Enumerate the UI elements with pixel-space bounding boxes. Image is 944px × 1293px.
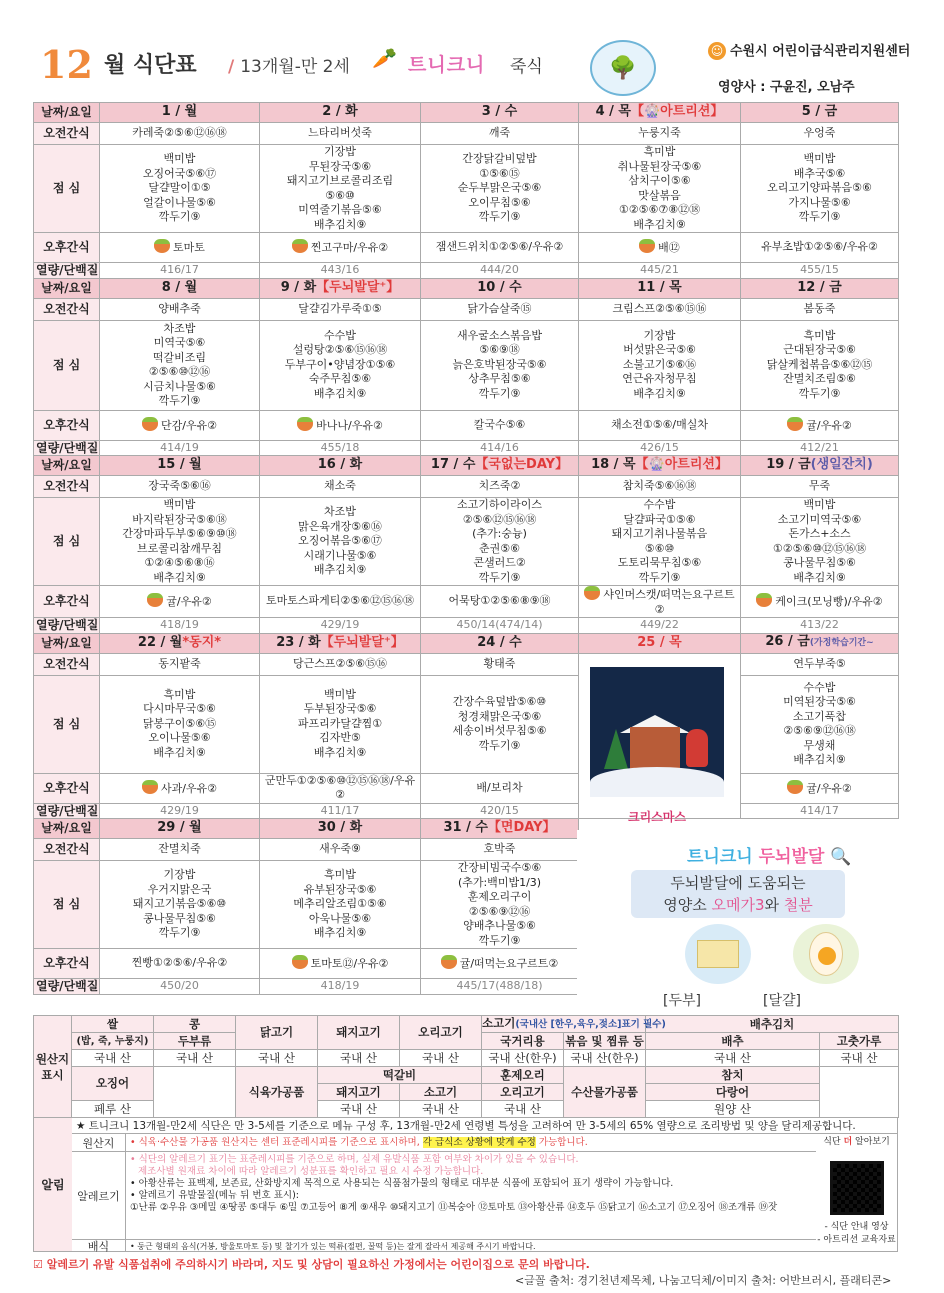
age-range: / 13개월-만 2세 <box>228 57 350 77</box>
day-header: 18 / 목【🎡아트리션】 <box>579 456 741 476</box>
row-label: 오전간식 <box>34 123 100 145</box>
egg-label: [달걀] <box>763 993 801 1009</box>
energy-protein: 444/20 <box>421 263 579 279</box>
lunch-menu: 백미밥 오징어국⑤⑥⑰ 달걀말이①⑤ 얼갈이나물⑤⑥ 깍두기⑨ <box>100 145 260 233</box>
energy-protein: 414/16 <box>421 440 579 456</box>
lunch-menu: 흑미밥 다시마무국⑤⑥ 닭봉구이⑤⑥⑮ 오이나물⑤⑥ 배추김치⑨ <box>100 675 260 773</box>
afternoon-snack: 샤인머스캣/떠먹는요구르트② <box>579 586 741 618</box>
holiday-label: 크리스마스 <box>628 810 686 824</box>
afternoon-snack: 배⑫ <box>579 233 741 263</box>
lunch-menu: 기장밥 무된장국⑤⑥ 돼지고기브로콜리조림 ⑤⑥⑩ 미역줄기볶음⑤⑥ 배추김치⑨ <box>260 145 421 233</box>
qr-code-icon <box>830 1161 884 1215</box>
fruit-basket-icon <box>292 239 308 253</box>
afternoon-snack: 어묵탕①②⑤⑥⑧⑨⑱ <box>421 586 579 618</box>
row-label: 점 심 <box>34 675 100 773</box>
afternoon-snack: 귤/떠먹는요구르트② <box>421 949 579 979</box>
row-label: 점 심 <box>34 498 100 586</box>
morning-snack: 우엉죽 <box>741 123 899 145</box>
row-label: 열량/단백질 <box>34 803 100 819</box>
morning-snack: 호박죽 <box>421 839 579 861</box>
afternoon-snack: 귤/우유② <box>100 586 260 618</box>
lunch-menu: 간장수육덮밥⑤⑥⑩ 청경채맑은국⑤⑥ 세송이버섯무침⑤⑥ 깍두기⑨ <box>421 675 579 773</box>
morning-snack: 채소죽 <box>260 476 421 498</box>
energy-protein: 418/19 <box>260 979 421 995</box>
row-label: 오전간식 <box>34 653 100 675</box>
morning-snack: 새우죽⑨ <box>260 839 421 861</box>
row-label: 날짜/요일 <box>34 633 100 653</box>
day-header: 15 / 월 <box>100 456 260 476</box>
lunch-menu: 수수밥 미역된장국⑤⑥ 소고기푹찹 ②⑤⑥⑨⑫⑯⑱ 무생채 배추김치⑨ <box>741 675 899 773</box>
energy-protein: 411/17 <box>260 803 421 819</box>
qr-code[interactable]: 식단 더 알아보기 - 식단 안내 영상 - 아트리션 교육자료 <box>817 1137 896 1245</box>
day-header: 30 / 화 <box>260 819 421 839</box>
day-header: 29 / 월 <box>100 819 260 839</box>
energy-protein: 449/22 <box>579 618 741 634</box>
lunch-menu: 기장밥 우거지맑은국 돼지고기볶음⑤⑥⑩ 콩나물무침⑤⑥ 깍두기⑨ <box>100 861 260 949</box>
morning-snack: 참치죽⑤⑥⑯⑱ <box>579 476 741 498</box>
energy-protein: 445/21 <box>579 263 741 279</box>
day-header: 12 / 금 <box>741 278 899 298</box>
fruit-basket-icon <box>292 955 308 969</box>
lunch-menu: 간장닭갈비덮밥 ①⑤⑥⑮ 순두부맑은국⑤⑥ 오이무침⑤⑥ 깍두기⑨ <box>421 145 579 233</box>
santa-icon <box>686 729 708 767</box>
row-label: 점 심 <box>34 145 100 233</box>
lunch-menu: 기장밥 버섯맑은국⑤⑥ 소불고기⑤⑥⑯ 연근유자청무침 배추김치⑨ <box>579 320 741 410</box>
tree-logo-icon: 🌳 <box>590 40 656 96</box>
fruit-basket-icon <box>756 593 772 607</box>
afternoon-snack: 귤/우유② <box>741 773 899 803</box>
egg-icon <box>793 924 859 984</box>
lunch-menu: 흑미밥 근대된장국⑤⑥ 닭살케첩볶음⑤⑥⑫⑮ 잔멸치조림⑤⑥ 깍두기⑨ <box>741 320 899 410</box>
morning-snack: 잔멸치죽 <box>100 839 260 861</box>
lunch-menu: 백미밥 두부된장국⑤⑥ 파프리카달걀찜① 김자반⑤ 배추김치⑨ <box>260 675 421 773</box>
tofu-label: [두부] <box>663 993 701 1009</box>
row-label: 오전간식 <box>34 839 100 861</box>
afternoon-snack: 바나나/우유② <box>260 410 421 440</box>
row-label: 열량/단백질 <box>34 979 100 995</box>
row-label: 오후간식 <box>34 586 100 618</box>
morning-snack: 크림스프②⑤⑥⑮⑯ <box>579 298 741 320</box>
lunch-menu: 백미밥 소고기미역국⑤⑥ 돈가스+소스 ①②⑤⑥⑩⑫⑮⑯⑱ 콩나물무침⑤⑥ 배추김치⑨ <box>741 498 899 586</box>
morning-snack: 황태죽 <box>421 653 579 675</box>
morning-snack: 연두부죽⑤ <box>741 653 899 675</box>
footer-credit: <글꼴 출처: 경기천년제목체, 나눔고딕체/이미지 출처: 어반브러시, 플래티콘> <box>515 1274 892 1287</box>
row-label: 날짜/요일 <box>34 278 100 298</box>
energy-protein: 414/19 <box>100 440 260 456</box>
afternoon-snack: 단감/우유② <box>100 410 260 440</box>
smile-logo-icon: ☺ <box>708 42 726 60</box>
day-header: 5 / 금 <box>741 103 899 123</box>
lunch-menu: 소고기하이라이스 ②⑤⑥⑫⑮⑯⑱ (추가:숭늉) 춘권⑤⑥ 콘샐러드② 깍두기⑨ <box>421 498 579 586</box>
lunch-menu: 차조밥 미역국⑤⑥ 떡갈비조림 ②⑤⑥⑩⑫⑯ 시금치나물⑤⑥ 깍두기⑨ <box>100 320 260 410</box>
morning-snack: 달걀김가루죽①⑤ <box>260 298 421 320</box>
day-header: 22 / 월*동지* <box>100 633 260 653</box>
promo-title: 트니크니 두뇌발달 🔍 <box>687 847 852 867</box>
origin-side-label: 원산지표시 <box>34 1016 72 1118</box>
row-label: 오후간식 <box>34 949 100 979</box>
row-label: 오후간식 <box>34 233 100 263</box>
afternoon-snack: 유부초밥①②⑤⑥/우유② <box>741 233 899 263</box>
day-header: 11 / 목 <box>579 278 741 298</box>
row-label: 오전간식 <box>34 298 100 320</box>
lunch-menu: 백미밥 배추국⑤⑥ 오리고기양파볶음⑤⑥ 가지나물⑤⑥ 깍두기⑨ <box>741 145 899 233</box>
row-label: 오후간식 <box>34 410 100 440</box>
morning-snack: 동지팥죽 <box>100 653 260 675</box>
morning-snack: 치즈죽② <box>421 476 579 498</box>
day-header: 26 / 금(가정학습기간~ <box>741 633 899 653</box>
fruit-basket-icon <box>142 417 158 431</box>
brain-development-promo <box>577 830 898 1013</box>
nutritionist: 영양사 : 구윤진, 오남주 <box>718 80 855 95</box>
origin-table: 원산지표시 쌀 콩 닭고기 돼지고기 오리고기 소고기(국내산 [한우,육우,젖소]표기 필수) 배추김치 (밥, 죽, 누룽지) 두부류 국거리용 볶음 및 찜류 등 배추 고춧가루 국내 산 국내 산 국내 산 국내 산 국내 산 국내 산(한우) 국내 산(한우) 국내 산 국내 산 오징어 식육가공품 떡갈비 훈제오리 수산물가공품 참치 돼지고기 소고기 오리고기 다랑어 페루 산 국내 산 국내 산 국내 산 원양 산 <box>33 1015 899 1118</box>
morning-snack: 봄동죽 <box>741 298 899 320</box>
lunch-menu: 흑미밥 취나물된장국⑤⑥ 삼치구이⑤⑥ 맛살볶음 ①②⑤⑥⑦⑧⑫⑱ 배추김치⑨ <box>579 145 741 233</box>
page-title: 월 식단표 <box>104 53 197 78</box>
row-label: 열량/단백질 <box>34 263 100 279</box>
fruit-basket-icon <box>584 586 600 600</box>
day-header: 3 / 수 <box>421 103 579 123</box>
fruit-basket-icon <box>297 417 313 431</box>
row-label: 열량/단백질 <box>34 440 100 456</box>
energy-protein: 455/15 <box>741 263 899 279</box>
morning-snack: 닭가슴살죽⑮ <box>421 298 579 320</box>
morning-snack: 카레죽②⑤⑥⑫⑯⑱ <box>100 123 260 145</box>
energy-protein: 412/21 <box>741 440 899 456</box>
fruit-basket-icon <box>147 593 163 607</box>
afternoon-snack: 찐고구마/우유② <box>260 233 421 263</box>
morning-snack: 느타리버섯죽 <box>260 123 421 145</box>
energy-protein: 418/19 <box>100 618 260 634</box>
header <box>0 0 944 100</box>
energy-protein: 455/18 <box>260 440 421 456</box>
afternoon-snack: 군만두①②⑤⑥⑩⑫⑮⑯⑱/우유② <box>260 773 421 803</box>
morning-snack: 당근스프②⑤⑥⑮⑯ <box>260 653 421 675</box>
lunch-menu: 백미밥 바지락된장국⑤⑥⑱ 간장마파두부⑤⑥⑨⑩⑱ 브로콜리참깨무침 ①②④⑤⑥⑧⑯ 배추김치⑨ <box>100 498 260 586</box>
fruit-basket-icon <box>787 780 803 794</box>
tree-icon <box>604 729 628 769</box>
row-label: 날짜/요일 <box>34 819 100 839</box>
day-header: 4 / 목【🎡아트리션】 <box>579 103 741 123</box>
afternoon-snack: 잼샌드위치①②⑤⑥/우유② <box>421 233 579 263</box>
meal-type: 죽식 <box>510 57 543 77</box>
tofu-icon <box>685 924 751 984</box>
energy-protein: 429/19 <box>100 803 260 819</box>
energy-protein: 416/17 <box>100 263 260 279</box>
row-label: 날짜/요일 <box>34 456 100 476</box>
energy-protein: 450/14(474/14) <box>421 618 579 634</box>
day-header: 9 / 화【두뇌발달⁺】 <box>260 278 421 298</box>
afternoon-snack: 토마토 <box>100 233 260 263</box>
brand-title: 트니크니 <box>408 54 486 76</box>
energy-protein: 426/15 <box>579 440 741 456</box>
afternoon-snack: 케이크(모닝빵)/우유② <box>741 586 899 618</box>
lunch-menu: 수수밥 설렁탕②⑤⑥⑮⑯⑱ 두부구이•양념장①⑤⑥ 숙주무침⑤⑥ 배추김치⑨ <box>260 320 421 410</box>
notice-box: 알림 ★ 트니크니 13개월-만2세 식단은 만 3-5세를 기준으로 메뉴 구성 후, 13개월-만2세 연령별 특성을 고려하여 만 3-5세의 65% 열량으로 조리방법 및 양을 달리제공합니다. 원산지 • 식육·수산물 가공품 원산지는 센터 표준레시피를 기준으로 표시하며, 각 급식소 상황에 맞게 수정 가능합니다. 알레르기 • 식단의 알레르기 표기는 표준레시피를 기준으로 하며, 실제 유발식품 포함 여부와 차이가 있을 수 있습니다. 제조사별 원재료 차이에 따라 알레르기 성분표를 확인하고 필요 시 수정 가능합니다. • 아황산류는 표백제, 보존료, 산화방지제 목적으로 사용되는 식품첨가물의 형태로 대부분 식품에 포함되어 표기 생략이 가능합니다. • 알레르기 유발물질(메뉴 뒤 번호 표시): ①난류 ②우유 ③메밀 ④땅콩 ⑤대두 ⑥밀 ⑦고등어 ⑧게 ⑨새우 ⑩돼지고기 ⑪복숭아 ⑫토마토 ⑬아황산류 ⑭호두 ⑮닭고기 ⑯소고기 ⑰오징어 ⑱조개류 ⑲잣 배식 • 둥근 형태의 음식(거봉, 방울토마토 등) 및 찰기가 있는 떡류(절편, 꿀떡 등)는 잘게 잘라서 제공해 주시기 바랍니다. 식단 더 알아보기 - 식단 안내 영상 - 아트리션 교육자료 <box>33 1117 898 1252</box>
carrot-icon: 🥕 <box>372 46 397 70</box>
morning-snack: 양배추죽 <box>100 298 260 320</box>
energy-protein: 445/17(488/18) <box>421 979 579 995</box>
energy-protein: 450/20 <box>100 979 260 995</box>
notice-top: ★ 트니크니 13개월-만2세 식단은 만 3-5세를 기준으로 메뉴 구성 후, 13개월-만2세 연령별 특성을 고려하여 만 3-5세의 65% 열량으로 조리방법 및 양을 달리제공합니다. <box>72 1118 897 1134</box>
day-header: 10 / 수 <box>421 278 579 298</box>
day-header: 31 / 수【면DAY】 <box>421 819 579 839</box>
morning-snack: 누룽지죽 <box>579 123 741 145</box>
day-header: 2 / 화 <box>260 103 421 123</box>
afternoon-snack: 토마토⑫/우유② <box>260 949 421 979</box>
lunch-menu: 차조밥 맑은육개장⑤⑥⑯ 오징어볶음⑤⑥⑰ 시래기나물⑤⑥ 배추김치⑨ <box>260 498 421 586</box>
energy-protein: 429/19 <box>260 618 421 634</box>
day-header: 24 / 수 <box>421 633 579 653</box>
day-header: 8 / 월 <box>100 278 260 298</box>
morning-snack: 장국죽⑤⑥⑯ <box>100 476 260 498</box>
fruit-basket-icon <box>154 239 170 253</box>
afternoon-snack: 채소전①⑤⑥/매실차 <box>579 410 741 440</box>
fruit-basket-icon <box>142 780 158 794</box>
lunch-menu: 새우굴소스볶음밥 ⑤⑥⑨⑱ 늙은호박된장국⑤⑥ 상추무침⑤⑥ 깍두기⑨ <box>421 320 579 410</box>
lunch-menu: 수수밥 달걀파국①⑤⑥ 돼지고기취나물볶음 ⑤⑥⑩ 도토리묵무침⑤⑥ 깍두기⑨ <box>579 498 741 586</box>
day-header: 19 / 금(생일잔치) <box>741 456 899 476</box>
fruit-basket-icon <box>787 417 803 431</box>
energy-protein: 420/15 <box>421 803 579 819</box>
day-header: 16 / 화 <box>260 456 421 476</box>
afternoon-snack: 배/보리차 <box>421 773 579 803</box>
footer-warning: ☑ 알레르기 유발 식품섭취에 주의하시기 바라며, 지도 및 상담이 필요하신 가정에서는 어린이집으로 문의 바랍니다. <box>33 1258 590 1271</box>
row-label: 오전간식 <box>34 476 100 498</box>
morning-snack: 무죽 <box>741 476 899 498</box>
lunch-menu: 흑미밥 유부된장국⑤⑥ 메추리알조림①⑤⑥ 아욱나물⑤⑥ 배추김치⑨ <box>260 861 421 949</box>
energy-protein: 413/22 <box>741 618 899 634</box>
afternoon-snack: 칼국수⑤⑥ <box>421 410 579 440</box>
row-label: 열량/단백질 <box>34 618 100 634</box>
afternoon-snack: 사과/우유② <box>100 773 260 803</box>
energy-protein: 414/17 <box>741 803 899 819</box>
promo-box: 두뇌발달에 도움되는 영양소 오메가3와 철분 <box>631 870 845 918</box>
afternoon-snack: 찐빵①②⑤⑥/우유② <box>100 949 260 979</box>
afternoon-snack: 토마토스파게티②⑤⑥⑫⑮⑯⑱ <box>260 586 421 618</box>
fruit-basket-icon <box>441 955 457 969</box>
day-header: 25 / 목 <box>579 633 741 653</box>
lunch-menu: 간장비빔국수⑤⑥ (추가:백미밥1/3) 훈제오리구이 ②⑤⑥⑨⑫⑯ 양배추나물⑤⑥ 깍두기⑨ <box>421 861 579 949</box>
day-header: 23 / 화【두뇌발달⁺】 <box>260 633 421 653</box>
row-label: 점 심 <box>34 861 100 949</box>
row-label: 점 심 <box>34 320 100 410</box>
row-label: 날짜/요일 <box>34 103 100 123</box>
row-label: 오후간식 <box>34 773 100 803</box>
day-header: 1 / 월 <box>100 103 260 123</box>
fruit-basket-icon <box>639 239 655 253</box>
energy-protein: 443/16 <box>260 263 421 279</box>
afternoon-snack: 귤/우유② <box>741 410 899 440</box>
day-header: 17 / 수【국없는DAY】 <box>421 456 579 476</box>
morning-snack: 깨죽 <box>421 123 579 145</box>
month-number: 12 <box>40 42 93 87</box>
christmas-illustration <box>590 667 724 797</box>
center-name: ☺ 수원시 어린이급식관리지원센터 <box>708 40 910 60</box>
